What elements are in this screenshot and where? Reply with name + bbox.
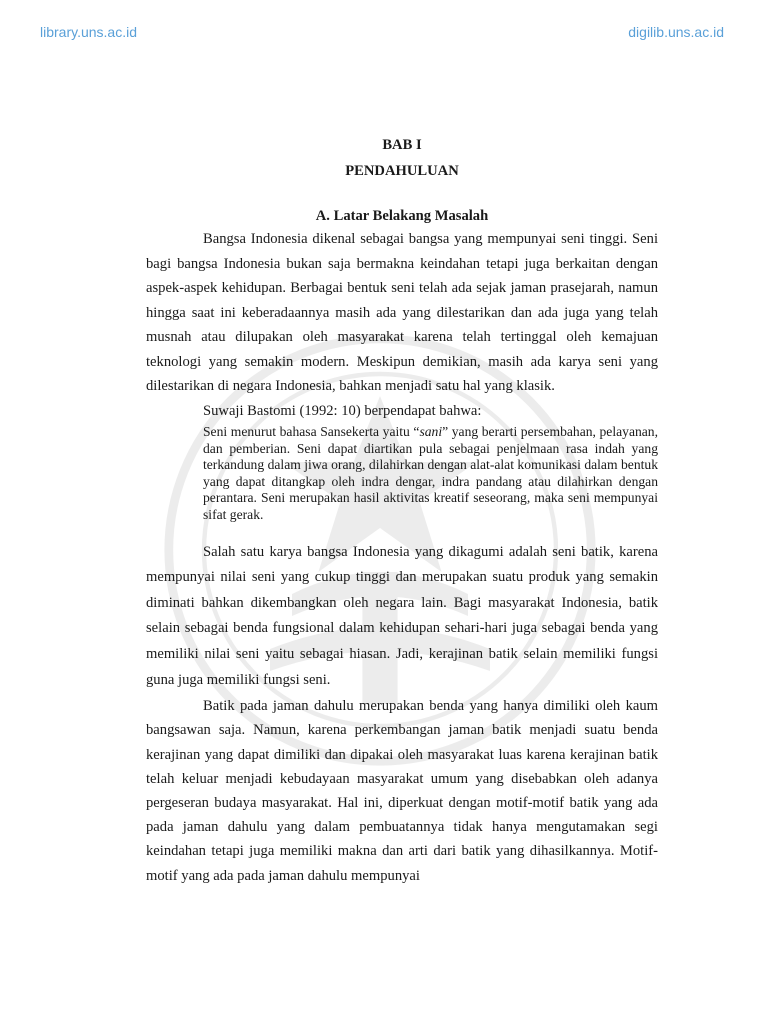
paragraph-1: Bangsa Indonesia dikenal sebagai bangsa yang mempunyai seni tinggi. Seni bagi bangsa Indonesia bukan saja bermakna keindahan tetapi juga berkaitan dengan aspek-aspek kehidupan. Berbagai bentuk seni telah ada sejak jaman prasejarah, namun hingga saat ini keberadaannya masih ada yang dilestarikan dan ada juga yang telah musnah atau dilupakan oleh masyarakat karena telah tertinggal oleh kemajuan teknologi yang semakin modern. Meskipun demikian, masih ada karya seni yang dilestarikan di negara Indonesia, bahkan menjadi satu hal yang klasik. xyxy=(146,231,658,394)
block-quote xyxy=(146,424,658,524)
paragraph-3: Batik pada jaman dahulu merupakan benda yang hanya dimiliki oleh kaum bangsawan saja. Namun, karena perkembangan jaman batik menjadi suatu benda kerajinan yang dapat dimiliki dan dipakai oleh masyarakat luas karena kerajinan batik telah keluar menjadi kebudayaan masyarakat umum yang disebabkan oleh adanya pergeseran budaya masyarakat. Hal ini, diperkuat dengan motif-motif batik yang ada pada jaman dahulu yang dalam pembuatannya tidak hanya mengutamakan segi keindahan tetapi juga memiliki makna dan arti dari batik yang dihasilkannya. Motif-motif yang ada pada jaman dahulu mempunyai xyxy=(146,698,658,884)
paragraph-2: Salah satu karya bangsa Indonesia yang dikagumi adalah seni batik, karena mempunyai nilai seni yang cukup tinggi dan merupakan suatu produk yang semakin diminati bahkan dikembangkan oleh negara lain. Bagi masyarakat Indonesia, batik selain sebagai benda fungsional dalam kehidupan sehari-hari juga sebagai benda yang memiliki nilai seni yaitu sebagai hiasan. Jadi, kerajinan batik selain memiliki fungsi guna juga memiliki fungsi seni. xyxy=(146,543,658,688)
chapter-title: PENDAHULUAN xyxy=(345,163,459,179)
digilib-link[interactable]: digilib.uns.ac.id xyxy=(628,24,724,40)
quote-part-1: Seni menurut bahasa Sansekerta yaitu “ xyxy=(203,424,420,439)
quote-part-2: ” yang berarti persembahan, pelayanan, dan pemberian. Seni dapat diartikan pula sebagai penjelmaan rasa indah yang terkandung dalam jiwa orang, dilahirkan dengan alat-alat komunikasi dalam bentuk yang dapat ditangkap oleh indra dengar, indra pandang atau dilahirkan dengan perantara. Seni merupakan hasil aktivitas kreatif seseorang, maka seni mempunyai sifat gerak. xyxy=(203,424,659,522)
document-body xyxy=(146,132,658,888)
library-link[interactable]: library.uns.ac.id xyxy=(40,24,138,40)
quote-intro: Suwaji Bastomi (1992: 10) berpendapat bahwa: xyxy=(203,402,482,419)
quote-italic-term: sani xyxy=(419,424,443,439)
chapter-number: BAB I xyxy=(382,137,422,153)
section-title: A. Latar Belakang Masalah xyxy=(315,208,489,224)
